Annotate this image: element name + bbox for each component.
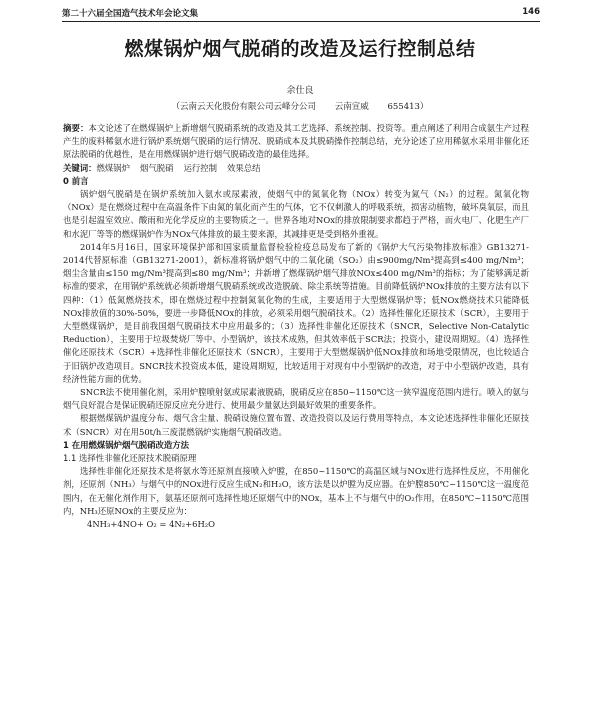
keywords-label: 关键词： bbox=[63, 162, 97, 173]
paper-title: 燃煤锅炉烟气脱硝的改造及运行控制总结 bbox=[124, 38, 476, 60]
conference-name: 第二十六届全国造气技术年会论文集 bbox=[62, 9, 199, 19]
running-header bbox=[62, 5, 540, 22]
section-heading-1: 1 在用燃煤锅炉烟气脱硝改造方法 bbox=[63, 439, 189, 450]
abstract-text: 本文论述了在燃煤锅炉上新增烟气脱硝系统的改造及其工艺选择、系统控制、投资等。重点阐述了利用合成氨生产过程产生的废料稀氨水进行锅炉系统烟气脱硝的运行情况、脱硝成本及其脱硝操作控制总结，充分论述了应用稀氨水采用非催化还原法脱硝的优越性，是在用燃煤锅炉进行烟气脱硝改造的最佳选择。 bbox=[63, 123, 530, 160]
paragraph: 2014年5月16日，国家环境保护部和国家质量监督检验检疫总局发布了新的《锅炉大气污染物排放标准》GB13271-2014代替原标准（GB13271-2001），新标准将锅炉烟气中的二氧化硫（SO₂）由≤900mg/Nm³提高到≤400 mg/Nm³；烟尘含量由≤150 mg/Nm³提高到≤80 mg/Nm³；并新增了燃煤锅炉烟气排放NOx≤400 mg/Nm³的指标；为了能够满足新标准的要求，在用锅炉系统就必须新增烟气脱硝系统或改造脱硫、除尘系统等措施。目前降低锅炉NOx排放的主要方法有以下四种：（1）低氮燃烧技术，即在燃烧过程中控制氮氧化物的生成，主要适用于大型燃煤锅炉等；低NOx燃烧技术只能降低NOx排放值的30%-50%，要进一步降低NOx的排放，必须采用烟气脱硝技术。（2）选择性催化还原技术（SCR），主要用于大型燃煤锅炉，是目前我国烟气脱硝技术中应用最多的；（3）选择性非催化还原技术（SNCR，Selective Non-Catalytic Reduction），主要用于垃圾焚烧厂等中、小型锅炉，该技术成熟，但其效率低于SCR法；投资小，建设周期短。（4）选择性催化还原技术（SCR）+选择性非催化还原技术（SNCR），主要用于大型燃煤锅炉低NOx排放和场地受限情况，也比较适合于旧锅炉改造项目。SNCR技术投资成本低，建设周期短，比较适用于对现有中小型锅炉的改造，对于中小型锅炉改造，具有经济性能方面的优势。 bbox=[63, 241, 529, 384]
reaction-equation: 4NH₃+4NO+ O₂ = 4N₂+6H₂O bbox=[87, 519, 215, 530]
keywords bbox=[63, 162, 529, 175]
keyword-item: 燃煤锅炉 bbox=[96, 162, 130, 173]
paragraph: SNCR法不使用催化剂，采用炉膛喷射氨或尿素液脱硝，脱硝反应在850~1150℃这一狭窄温度范围内进行。喷入的氨与烟气良好混合是保证脱硝还原反应充分进行、使用最少量氨达到最好效果的重要条件。 bbox=[63, 387, 529, 411]
paper-body bbox=[63, 122, 529, 531]
affiliation-org: （云南云天化股份有限公司云峰分公司 bbox=[171, 102, 317, 112]
paragraph: 锅炉烟气脱硝是在锅炉系统加入氨水或尿素液，使烟气中的氮氧化物（NOx）转变为氮气（N₂）的过程。氮氧化物（NOx）是在燃烧过程中在高温条件下由氮的氧化而产生的气体，它不仅刺激人的呼吸系统，损害动植物，破坏臭氧层，而且也是引起温室效应、酸雨和光化学反应的主要物质之一。世界各地对NOx的排放限制要求都趋于严格，而火电厂、化肥生产厂和水泥厂等等的燃煤锅炉作为NOx气体排放的最主要来源，其减排更是受到格外重视。 bbox=[63, 189, 529, 239]
keyword-item: 运行控制 bbox=[183, 162, 217, 173]
keyword-item: 效果总结 bbox=[227, 162, 261, 173]
section-heading-intro: 0 前言 bbox=[63, 175, 89, 186]
author-name: 余仕良 bbox=[286, 86, 314, 96]
affiliation-zip: 655413） bbox=[387, 102, 429, 112]
abstract-label: 摘要： bbox=[63, 123, 89, 133]
affiliation-city: 云南宣威 bbox=[334, 102, 369, 112]
paragraph: 根据燃煤锅炉温度分布、烟气含尘量、脱硝设施位置布置、改造投资以及运行费用等特点，本文论述选择性非催化还原技术（SNCR）对在用50t/h三废混燃锅炉实施烟气脱硝改造。 bbox=[63, 413, 529, 437]
section-heading-1-1: 1.1 选择性非催化还原技术脱硝原理 bbox=[63, 453, 197, 464]
paragraph: 选择性非催化还原技术是将氨水等还原剂直接喷入炉膛，在850~1150℃的高温区域与NOx进行选择性反应，不用催化剂，还原剂（NH₃）与烟气中的NOx进行反应生成N₂和H₂O，该方法是以炉膛为反应器。在炉膛850℃~1150℃这一温度范围内，在无催化剂作用下，氨基还原剂可选择性地还原烟气中的NOx，基本上不与烟气中的O₂作用，在850℃~1150℃范围内，NH₃还原NOx的主要反应为： bbox=[63, 466, 529, 516]
abstract bbox=[63, 122, 529, 162]
keyword-item: 烟气脱硝 bbox=[140, 162, 174, 173]
page-number: 146 bbox=[522, 7, 540, 17]
affiliation bbox=[0, 100, 600, 112]
